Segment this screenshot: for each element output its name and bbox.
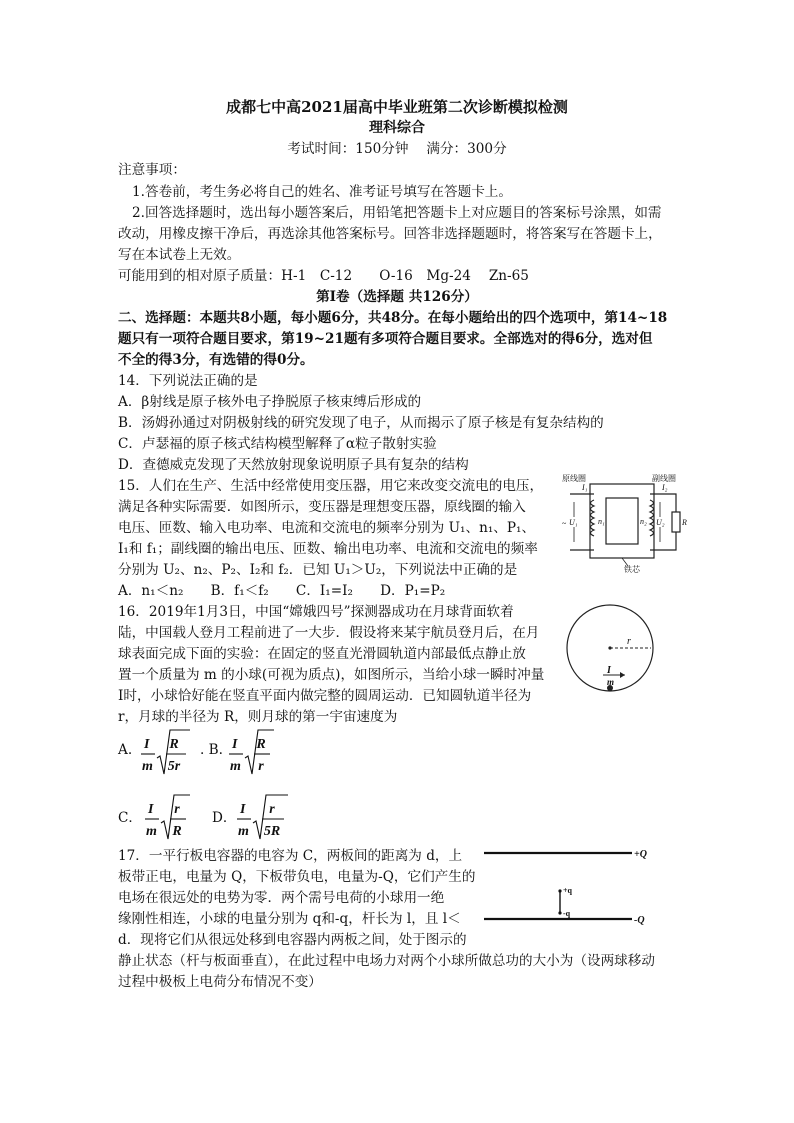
transformer-diagram	[562, 472, 690, 572]
q14-stem: 14．下列说法正确的是	[118, 373, 258, 389]
q16-option-a-formula	[140, 730, 200, 778]
q15-line-2: 满足各种实际需要．如图所示，变压器是理想变压器，原线圈的输入	[118, 499, 526, 515]
notice-item-2-line-1: 2.回答选择题时，选出每小题答案后，用铅笔把答题卡上对应题目的答案标号涂黑，如需	[132, 205, 662, 221]
q16-a-denominator: m	[142, 759, 153, 774]
q16-option-a-label: A.	[118, 742, 133, 758]
label-mass: m	[607, 677, 615, 687]
label-n2: n₂	[640, 517, 647, 526]
section-heading: 第Ⅰ卷（选择题 共126分）	[316, 289, 478, 305]
q14-option-d: D．查德威克发现了天然放射现象说明原子具有复杂的结构	[118, 457, 469, 473]
q16-b-rad-num: R	[256, 737, 266, 752]
label-radius: r	[627, 636, 631, 647]
q16-d-rad-den: 5R	[263, 824, 281, 839]
q17-line-6: 静止状态（杆与板面垂直），在此过程中电场力对两个小球所做总功的大小为（设两球移动	[118, 953, 655, 969]
section-intro-2: 题只有一项符合题目要求，第19~21题有多项符合题目要求。全部选对的得6分，选对但	[118, 331, 653, 347]
exam-title: 成都七中高2021届高中毕业班第二次诊断模拟检测	[226, 98, 568, 116]
q17-line-3: 电场在很远处的电势为零．两个需号电荷的小球用一绝	[118, 890, 445, 906]
q16-line-6: r，月球的半径为 R，则月球的第一宇宙速度为	[118, 709, 398, 725]
q16-c-rad-den: R	[172, 824, 182, 839]
q16-option-c-label: C．	[118, 810, 142, 826]
label-u2: U₂	[656, 518, 665, 527]
label-charge-minus: -q	[563, 909, 571, 918]
atomic-mass: 可能用到的相对原子质量：H-1 C-12 O-16 Mg-24 Zn-65	[118, 268, 529, 284]
q17-line-4: 缘刚性相连，小球的电量分别为 q和-q，杆长为 l，且 l＜	[118, 911, 461, 927]
q16-option-c-formula	[144, 795, 204, 843]
exam-subtitle: 理科综合	[369, 120, 425, 136]
q16-line-1: 16．2019年1月3日，中国“嫦娥四号”探测器成功在月球背面软着	[118, 604, 514, 620]
q16-a-numerator: I	[144, 737, 150, 752]
q15-line-3: 电压、匝数、输入电功率、电流和交流电的频率分别为 U₁、n₁、P₁、	[118, 520, 536, 536]
q17-line-1: 17．一平行板电容器的电容为 C，两板间的距离为 d，上	[118, 848, 463, 864]
label-primary: 原线圈	[562, 474, 586, 483]
q17-line-5: d．现将它们从很远处移到电容器内两板之间，处于图示的	[118, 932, 467, 948]
q15-line-1: 15．人们在生产、生活中经常使用变压器，用它来改变交流电的电压，	[118, 478, 544, 494]
q14-option-a: A．β射线是原子核外电子挣脱原子核束缚后形成的	[118, 394, 422, 410]
notice-heading: 注意事项：	[118, 162, 186, 178]
q16-d-numerator: I	[240, 802, 246, 817]
q16-b-denominator: m	[230, 759, 241, 774]
label-i2: I₂	[662, 483, 668, 492]
q15-options: A．n₁＜n₂ B．f₁＜f₂ C．I₁=I₂ D．P₁=P₂	[118, 583, 446, 599]
circular-track-diagram	[565, 603, 655, 693]
secondary-coil	[650, 500, 654, 536]
label-secondary: 副线圈	[652, 474, 676, 483]
exam-info: 考试时间：150分钟 满分：300分	[287, 141, 507, 157]
label-charge-plus: +q	[563, 886, 573, 895]
q17-line-7: 过程中极板上电荷分布情况不变）	[118, 974, 322, 990]
label-plate-plus-q: +Q	[634, 849, 647, 860]
notice-item-1: 1.答卷前，考生务必将自己的姓名、准考证号填写在答题卡上。	[132, 184, 512, 200]
section-intro-1: 二、选择题：本题共8小题，每小题6分，共48分。在每小题给出的四个选项中，第14~18	[118, 310, 668, 326]
q16-d-denominator: m	[238, 824, 249, 839]
q16-line-4: 置一个质量为 m 的小球(可视为质点)，如图所示，当给小球一瞬时冲量	[118, 667, 545, 683]
label-ac-source: ~	[562, 519, 567, 528]
label-u1: U₁	[569, 518, 578, 527]
section-intro-3: 不全的得3分，有选错的得0分。	[118, 352, 314, 368]
positive-ball	[558, 889, 561, 892]
q16-c-numerator: I	[148, 802, 154, 817]
notice-item-2-line-2: 改动，用橡皮擦干净后，再选涂其他答案标号。回答非选择题题时，将答案写在答题卡上，	[118, 226, 662, 242]
notice-item-2-line-3: 写在本试卷上无效。	[118, 247, 241, 263]
q15-line-5: 分别为 U₂、n₂、P₂、I₂和 f₂．已知 U₁＞U₂，下列说法中正确的是	[118, 562, 518, 578]
capacitor-diagram	[482, 845, 662, 925]
q16-line-5: I时，小球恰好能在竖直平面内做完整的圆周运动．已知圆轨道半径为	[118, 688, 532, 704]
iron-core-inner	[606, 498, 638, 544]
q16-option-b-formula	[228, 730, 288, 778]
voltage-arrows	[574, 502, 660, 542]
impulse-arrowhead	[620, 672, 625, 678]
q16-c-rad-num: r	[174, 802, 180, 817]
q16-line-2: 陆，中国载人登月工程前进了一大步．假设将来某宇航员登月后，在月	[118, 625, 540, 641]
q14-option-b: B．汤姆孙通过对阴极射线的研究发现了电子，从而揭示了原子核是有复杂结构的	[118, 415, 604, 431]
label-plate-minus-q: -Q	[634, 915, 645, 926]
q16-d-rad-num: r	[269, 802, 275, 817]
q15-line-4: I₁和 f₁；副线圈的输出电压、匝数、输出电功率、电流和交流电的频率	[118, 541, 538, 557]
q16-option-d-formula	[236, 795, 300, 843]
q16-a-rad-den: 5r	[167, 759, 181, 774]
label-impulse: I	[607, 665, 611, 676]
q17-line-2: 板带正电，电量为 Q，下板带负电，电量为-Q，它们产生的	[118, 869, 476, 885]
primary-coil	[591, 500, 595, 536]
q16-option-d-label: D．	[212, 810, 237, 826]
q16-line-3: 球表面完成下面的实验：在固定的竖直光滑圆轨道内部最低点静止放	[118, 646, 526, 662]
q14-option-c: C．卢瑟福的原子核式结构模型解释了α粒子散射实验	[118, 436, 437, 452]
label-core: 铁芯	[624, 565, 640, 574]
label-n1: n₁	[598, 517, 605, 526]
q16-b-rad-den: r	[258, 759, 264, 774]
label-i1: I₁	[582, 483, 588, 492]
label-r: R	[682, 518, 687, 527]
negative-ball	[558, 911, 561, 914]
q16-a-rad-num: R	[169, 737, 179, 752]
resistor-r	[672, 512, 680, 532]
q16-b-numerator: I	[232, 737, 238, 752]
q16-option-b-label: . B.	[200, 742, 223, 758]
q16-c-denominator: m	[146, 824, 157, 839]
